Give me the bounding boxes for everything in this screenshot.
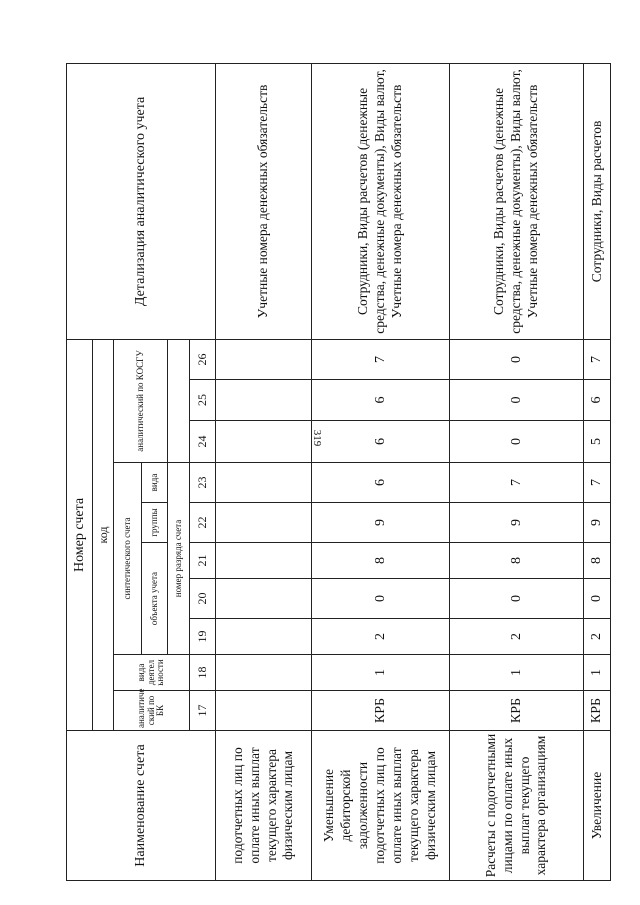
code-header: код bbox=[93, 339, 114, 730]
kind-header: вида bbox=[142, 463, 168, 503]
analytic-detail: Сотрудники, Виды расчетов (денежные средства, денежные документы), Виды валют, Учетные номера денежных обязательств bbox=[312, 63, 450, 339]
code-cell bbox=[216, 543, 312, 579]
table-row bbox=[450, 63, 584, 880]
code-cell: 2 bbox=[450, 619, 584, 655]
code-cell bbox=[216, 380, 312, 421]
code-cell: 2 bbox=[584, 619, 611, 655]
code-cell: 6 bbox=[312, 380, 450, 421]
code-cell bbox=[216, 463, 312, 503]
column-number: 25 bbox=[190, 380, 216, 421]
code-cell: 0 bbox=[312, 579, 450, 619]
column-number: 19 bbox=[190, 619, 216, 655]
code-cell: 5 bbox=[584, 421, 611, 463]
synthetic-account-header: синтетического счета bbox=[114, 463, 142, 655]
page-number: 319 bbox=[311, 429, 323, 447]
code-cell: КРБ bbox=[584, 691, 611, 731]
code-cell: 0 bbox=[450, 380, 584, 421]
column-number: 23 bbox=[190, 463, 216, 503]
column-number: 17 bbox=[190, 691, 216, 731]
table-row bbox=[584, 63, 611, 880]
column-number: 22 bbox=[190, 503, 216, 543]
kosgu-filler bbox=[168, 339, 190, 462]
analytic-detail-header: Детализация аналитического учета bbox=[67, 63, 216, 339]
analytic-kosgu-header: аналитический по КОСГУ bbox=[114, 339, 168, 462]
code-cell: 2 bbox=[312, 619, 450, 655]
code-cell bbox=[216, 691, 312, 731]
code-cell: 6 bbox=[312, 463, 450, 503]
analytic-bk-header: аналитиче ский по БК bbox=[114, 691, 190, 731]
column-number: 24 bbox=[190, 421, 216, 463]
code-cell bbox=[216, 503, 312, 543]
code-cell bbox=[216, 339, 312, 379]
code-cell bbox=[216, 619, 312, 655]
column-number: 20 bbox=[190, 579, 216, 619]
account-name: Расчеты с подотчетными лицами по оплате иных выплат текущего характера организациям bbox=[450, 731, 584, 881]
table-row bbox=[216, 63, 312, 880]
code-cell: 0 bbox=[584, 579, 611, 619]
rotated-table-container bbox=[66, 64, 604, 881]
code-cell bbox=[216, 421, 312, 463]
analytic-detail: Учетные номера денежных обязательств bbox=[216, 63, 312, 339]
code-cell: 1 bbox=[584, 655, 611, 691]
code-cell: 0 bbox=[450, 339, 584, 379]
code-cell bbox=[216, 655, 312, 691]
code-cell: 7 bbox=[450, 463, 584, 503]
account-name: Уменьшение дебиторской задолженности подотчетных лиц по оплате иных выплат текущего характера физическим лицам bbox=[312, 731, 450, 881]
activity-type-header: вида деятел ьности bbox=[114, 655, 190, 691]
code-cell: КРБ bbox=[450, 691, 584, 731]
code-cell: 0 bbox=[450, 579, 584, 619]
code-cell: 8 bbox=[312, 543, 450, 579]
code-cell: 9 bbox=[584, 503, 611, 543]
code-cell: 0 bbox=[450, 421, 584, 463]
code-cell: 7 bbox=[584, 463, 611, 503]
account-name: Увеличение bbox=[584, 731, 611, 881]
table-row bbox=[312, 63, 450, 880]
account-name: подотчетных лиц по оплате иных выплат текущего характера физическим лицам bbox=[216, 731, 312, 881]
code-cell: 1 bbox=[450, 655, 584, 691]
code-cell: 7 bbox=[312, 339, 450, 379]
code-cell: 7 bbox=[584, 339, 611, 379]
account-number-header: Номер счета bbox=[67, 339, 93, 730]
code-cell: 9 bbox=[450, 503, 584, 543]
column-number: 21 bbox=[190, 543, 216, 579]
code-cell bbox=[216, 579, 312, 619]
digit-number-header: номер разряда счета bbox=[168, 463, 190, 655]
account-name-header: Наименование счета bbox=[67, 731, 216, 881]
group-header: группы bbox=[142, 503, 168, 543]
code-cell: 9 bbox=[312, 503, 450, 543]
column-number: 26 bbox=[190, 339, 216, 379]
code-cell: 8 bbox=[450, 543, 584, 579]
code-cell: 6 bbox=[312, 421, 450, 463]
analytic-detail: Сотрудники, Виды расчетов bbox=[584, 63, 611, 339]
accounts-table bbox=[66, 63, 611, 881]
code-cell: 6 bbox=[584, 380, 611, 421]
analytic-detail: Сотрудники, Виды расчетов (денежные средства, денежные документы), Виды валют, Учетные номера денежных обязательств bbox=[450, 63, 584, 339]
code-cell: 8 bbox=[584, 543, 611, 579]
code-cell: КРБ bbox=[312, 691, 450, 731]
account-object-header: объекта учета bbox=[142, 543, 168, 655]
code-cell: 1 bbox=[312, 655, 450, 691]
column-number: 18 bbox=[190, 655, 216, 691]
